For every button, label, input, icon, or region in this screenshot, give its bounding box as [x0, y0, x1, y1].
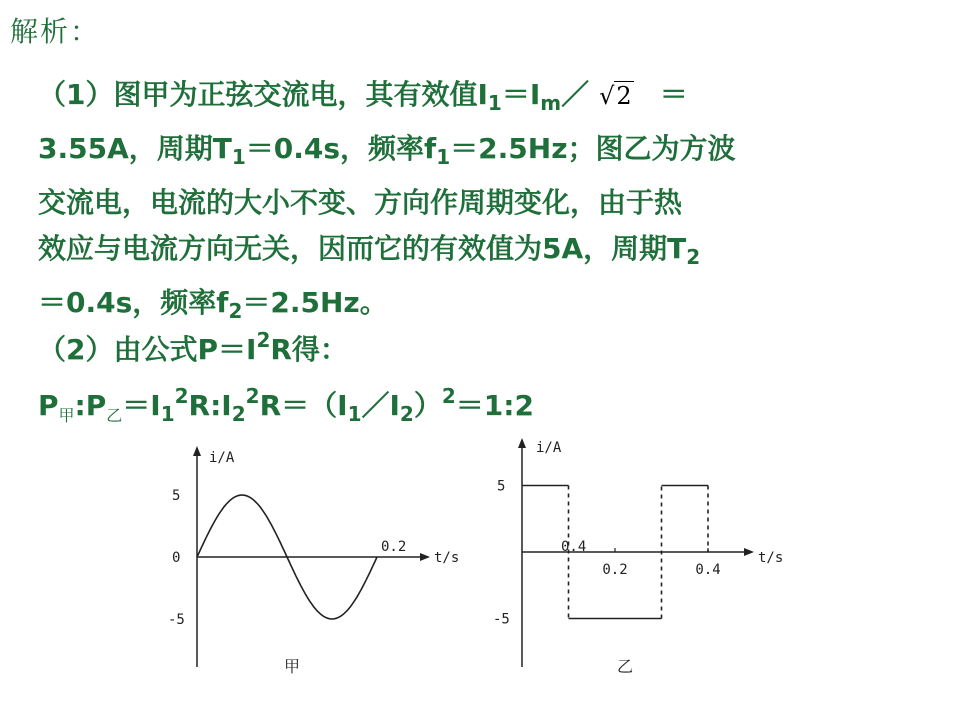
text-segment: ＝	[659, 78, 688, 111]
text-segment: ／I	[361, 389, 400, 422]
text-segment: （1）图甲为正弦交流电，其有效值I	[38, 78, 488, 111]
text-segment: :P	[74, 389, 107, 422]
y-tick-label: -5	[493, 611, 510, 628]
y-tick-label: 0	[172, 550, 181, 566]
text-segment: ＝1:2	[455, 389, 534, 422]
text-segment: ＝I	[501, 78, 541, 111]
text-segment: ）	[413, 389, 442, 422]
x-axis-arrow	[420, 553, 430, 561]
text-segment: 效应与电流方向无关，因而它的有效值为5A，周期T	[38, 232, 687, 265]
subscript: m	[540, 91, 562, 115]
text-segment: ／	[561, 78, 590, 111]
subscript: 1	[231, 145, 246, 169]
text-segment: P	[38, 389, 59, 422]
subscript: 1	[436, 145, 451, 169]
subscript: 2	[228, 299, 243, 323]
text-segment: （2）由公式P＝I	[38, 333, 257, 366]
part2-line2	[38, 373, 938, 439]
x-axis-label: t/s	[758, 550, 784, 566]
x-tick-label: 0.4	[561, 539, 587, 555]
heading: 解析：	[10, 15, 101, 48]
part2-paragraph	[38, 317, 938, 439]
text-segment: R:I	[188, 389, 232, 422]
text-segment: R得：	[270, 333, 348, 366]
y-axis-arrow	[518, 438, 526, 448]
x-axis-label: t/s	[434, 550, 460, 566]
text-segment: ＝2.5Hz；图乙为方波	[450, 132, 736, 165]
series-line-sine	[197, 495, 377, 619]
text-segment: ＝I	[122, 389, 161, 422]
subscript: 乙	[106, 406, 123, 425]
y-axis-arrow	[193, 446, 201, 456]
subscript: 1	[487, 91, 502, 115]
part2-line1	[38, 317, 938, 373]
x-tick-label: 0.2	[381, 539, 407, 555]
y-axis-label: i/A	[536, 440, 562, 456]
subscript: 甲	[58, 406, 75, 425]
y-tick-label: -5	[168, 612, 185, 628]
superscript: 2	[441, 384, 456, 408]
x-axis-arrow	[744, 548, 754, 556]
part1-line1	[38, 72, 938, 126]
part1-line4	[38, 226, 938, 280]
subscript: 2	[399, 402, 414, 426]
text-segment: ＝0.4s，频率f	[38, 286, 229, 319]
sqrt-radicand: 2	[616, 82, 632, 110]
y-axis-label: i/A	[209, 450, 235, 466]
part1-paragraph	[38, 72, 938, 334]
superscript: 2	[174, 384, 189, 408]
x-tick-label: 0.2	[602, 562, 628, 578]
chart-title: 甲	[283, 657, 301, 676]
text-segment: ＝0.4s，频率f	[245, 132, 437, 165]
text-segment: 3.55A，周期T	[38, 132, 232, 165]
subscript: 2	[686, 245, 701, 269]
subscript: 1	[347, 402, 362, 426]
superscript: 2	[256, 328, 271, 352]
y-tick-label: 5	[497, 478, 506, 495]
part1-line2	[38, 126, 938, 180]
subscript: 2	[231, 402, 246, 426]
sqrt-symbol: √2	[599, 82, 632, 110]
x-tick-label: 0.4	[695, 562, 721, 578]
superscript: 2	[245, 384, 260, 408]
text-segment: ＝2.5Hz。	[242, 286, 388, 319]
part1-line3: 交流电，电流的大小不变、方向作周期变化，由于热	[38, 186, 683, 219]
text-segment: R＝（I	[259, 389, 348, 422]
subscript: 1	[160, 402, 175, 426]
y-tick-label: 5	[172, 488, 181, 504]
chart-title: 乙	[616, 657, 634, 676]
